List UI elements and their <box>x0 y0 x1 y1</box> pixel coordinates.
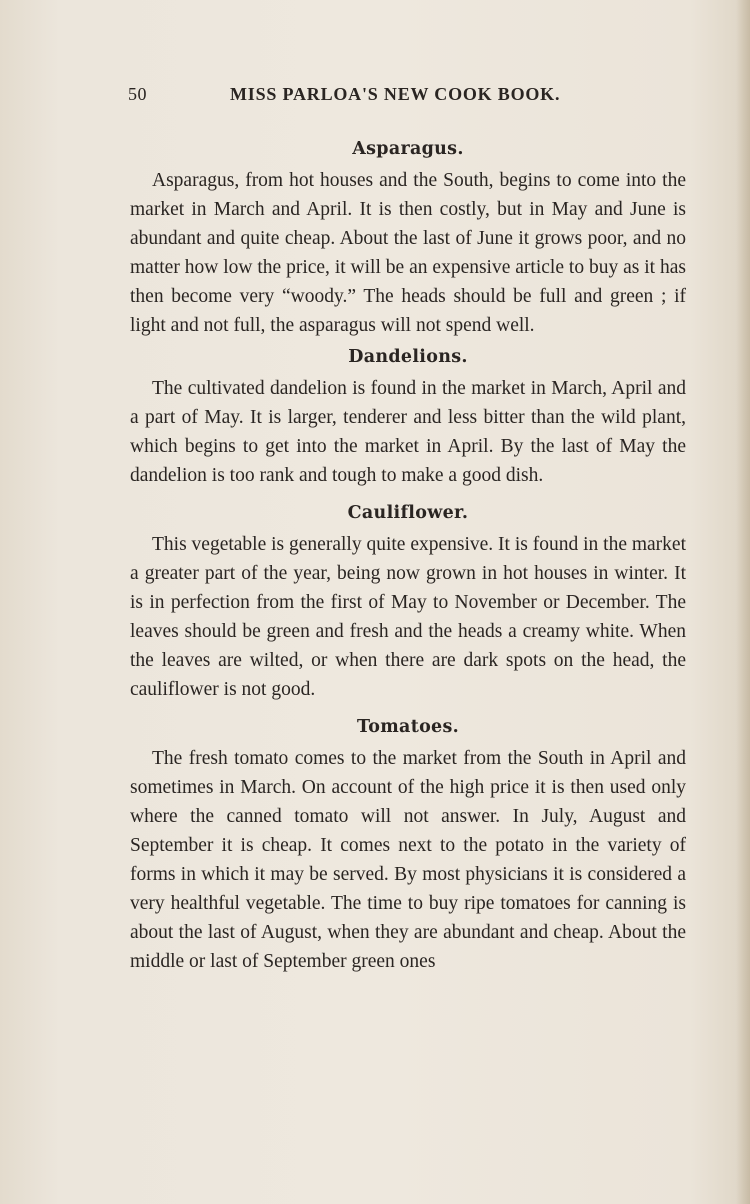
page-header <box>128 84 588 114</box>
running-head: MISS PARLOA'S NEW COOK BOOK. <box>230 84 561 104</box>
section-dandelions <box>130 340 686 490</box>
section-tomatoes <box>130 710 686 976</box>
section-cauliflower <box>130 496 686 704</box>
section-paragraph: Asparagus, from hot houses and the South, begins to come into the market in March and April. It is then costly, but in May and June is abundant and quite cheap. About the last of June it grows poor, and no matter how low the price, it will be an expensive article to buy as it has then become very “woody.” The heads should be full and green ; if light and not full, the asparagus will not spend well. <box>130 170 686 336</box>
section-heading: Asparagus. <box>352 139 464 159</box>
section-heading: Dandelions. <box>348 347 468 367</box>
section-heading: Cauliflower. <box>347 503 469 523</box>
page-content <box>130 132 686 976</box>
page-number: 50 <box>128 84 147 104</box>
section-paragraph: This vegetable is generally quite expensive. It is found in the market a greater part of the year, being now grown in hot houses in winter. It is in perfection from the first of May to November or December. The leaves should be green and fresh and the heads a creamy white. When the leaves are wilted, or when there are dark spots on the head, the cauliflower is not good. <box>130 534 686 700</box>
section-heading: Tomatoes. <box>356 717 460 737</box>
page-edge-shadow <box>736 0 750 1204</box>
section-paragraph: The cultivated dandelion is found in the market in March, April and a part of May. It is larger, tenderer and less bitter than the wild plant, which begins to get into the market in April. By the last of May the dandelion is too rank and tough to make a good dish. <box>130 378 686 486</box>
section-paragraph: The fresh tomato comes to the market from the South in April and sometimes in March. On account of the high price it is then used only where the canned tomato will not answer. In July, August and September it is cheap. It comes next to the potato in the variety of forms in which it may be served. By most physicians it is considered a very healthful vegetable. The time to buy ripe tomatoes for canning is about the last of August, when they are abundant and cheap. About the middle or last of September green ones <box>130 748 686 972</box>
section-asparagus <box>130 132 686 340</box>
